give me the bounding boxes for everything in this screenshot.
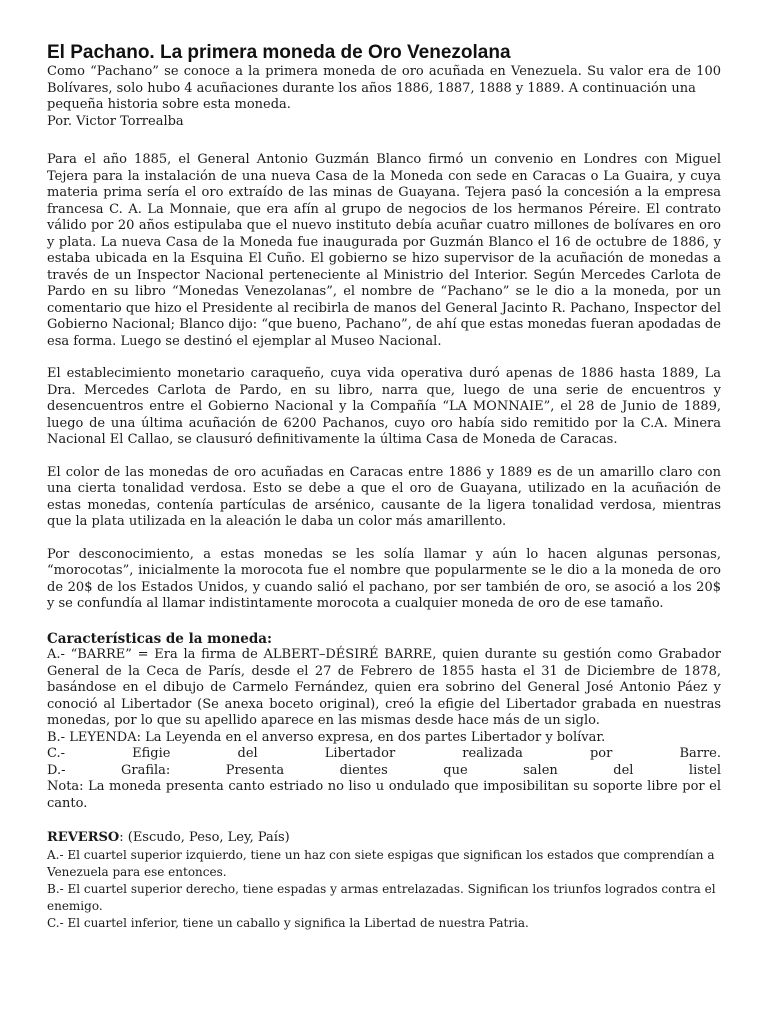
- paragraph: Para el año 1885, el General Antonio Guzmán Blanco firmó un convenio en Londres con Miguel Tejera para la instalación de una nueva Casa de la Moneda con sede en Caracas o La Guaira, y cuya materia prima sería el oro extraído de las minas de Guayana. Tejera pasó la concesión a la empresa francesa C. A. La Monnaie, que era afín al grupo de negocios de los hermanos Péreire. El contrato válido por 20 años estipulaba que el nuevo instituto debía acuñar cuatro millones de bolívares en oro y plata. La nueva Casa de la Moneda fue inaugurada por Guzmán Blanco el 16 de octubre de 1886, y estaba ubicada en la Esquina El Cuño. El gobierno se hizo supervisor de la acuñación de monedas a través de un Inspector Nacional perteneciente al Ministrio del Interior. Según Mercedes Carlota de Pardo en su libro “Monedas Venezolanas”, el nombre de “Pachano” se le dio a la moneda, por un comentario que hizo el Presidente al recibirla de manos del General Jacinto R. Pachano, Inspector del Gobierno Nacional; Blanco dijo: “que bueno, Pachano”, de ahí que estas monedas fueran apodadas de esa forma. Luego se destinó el ejemplar al Museo Nacional.: [47, 152, 721, 349]
- intro-text: [47, 64, 721, 97]
- paragraph: Por desconocimiento, a estas monedas se les solía llamar y aún lo hacen algunas personas, “morocotas”, inicialmente la morocota fue el nombre que popularmente se le dio a la moneda de oro de 20$ de los Estados Unidos, y cuando salió el pachano, por ser también de oro, se asoció a los 20$ y se confundía al llamar indistintamente morocota a cualquier moneda de oro de ese tamaño.: [47, 546, 721, 611]
- paragraph: El establecimiento monetario caraqueño, cuya vida operativa duró apenas de 1886 hasta 1889, La Dra. Mercedes Carlota de Pardo, en su libro, narra que, luego de una serie de encuentros y desencuentros entre el Gobierno Nacional y la Compañía “LA MONNAIE”, el 28 de Junio de 1889, luego de una última acuñación de 6200 Pachanos, cuyo oro había sido remitido por la C.A. Minera Nacional El Callao, se clausuró definitivamente la última Casa de Moneda de Caracas.: [47, 366, 721, 447]
- feature-item-c: C.- Efigie del Libertador realizada por Barre.: [47, 746, 721, 761]
- reverso-item-c: C.- El cuartel inferior, tiene un caballo y significa la Libertad de nuestra Patria.: [47, 915, 529, 930]
- intro-line-1: Como “Pachano” se conoce a la primera moneda de oro acuñada en Venezuela. Su valor era de 100 Bolívares, solo hubo 4 acuñaciones durante los años 1886, 1887, 1888 y 1889. A continuación una: [47, 64, 721, 96]
- document-page: [47, 42, 721, 932]
- document-title: El Pachano. La primera moneda de Oro Venezolana: [47, 42, 511, 63]
- author-byline: Por. Victor Torrealba: [47, 113, 184, 129]
- features-heading: Características de la moneda:: [47, 630, 273, 647]
- intro-line-2: pequeña historia sobre esta moneda.: [47, 97, 291, 112]
- feature-item-d: D.- Grafila: Presenta dientes que salen del listel: [47, 762, 721, 778]
- feature-item-b: B.- LEYENDA: La Leyenda en el anverso expresa, en dos partes Libertador y bolívar.: [47, 729, 606, 745]
- reverso-item-b: B.- El cuartel superior derecho, tiene espadas y armas entrelazadas. Significan los triunfos logrados contra el enemigo.: [47, 881, 716, 913]
- feature-note: Nota: La moneda presenta canto estriado no liso u ondulado que imposibilitan su soporte libre por el canto.: [47, 779, 721, 811]
- paragraph: El color de las monedas de oro acuñadas en Caracas entre 1886 y 1889 es de un amarillo claro con una cierta tonalidad verdosa. Esto se debe a que el oro de Guayana, utilizado en la acuñación de estas monedas, contenía partículas de arsénico, causante de la ligera tonalidad verdosa, mientras que la plata utilizada en la aleación le daba un color más amarillento.: [47, 464, 721, 529]
- reverso-heading: [47, 830, 721, 847]
- intro-text-end: [47, 97, 721, 114]
- reverso-heading-bold: REVERSO: [47, 830, 120, 845]
- feature-item-a: A.- “BARRE” = Era la firma de ALBERT–DÉSIRÉ BARRE, quien durante su gestión como Grabador General de la Ceca de París, desde el 27 de Febrero de 1855 hasta el 31 de Diciembre de 1878, basándose en el dibujo de Carmelo Fernández, quien era sobrino del General José Antonio Páez y conoció al Libertador (Se anexa boceto original), creó la efigie del Libertador grabada en nuestras monedas, por lo que su apellido aparece en las mismas desde hace más de un siglo.: [47, 647, 721, 728]
- reverso-item-a: A.- El cuartel superior izquierdo, tiene un haz con siete espigas que significan los estados que comprendían a Venezuela para ese entonces.: [47, 847, 715, 879]
- reverso-heading-rest: : (Escudo, Peso, Ley, País): [119, 830, 290, 845]
